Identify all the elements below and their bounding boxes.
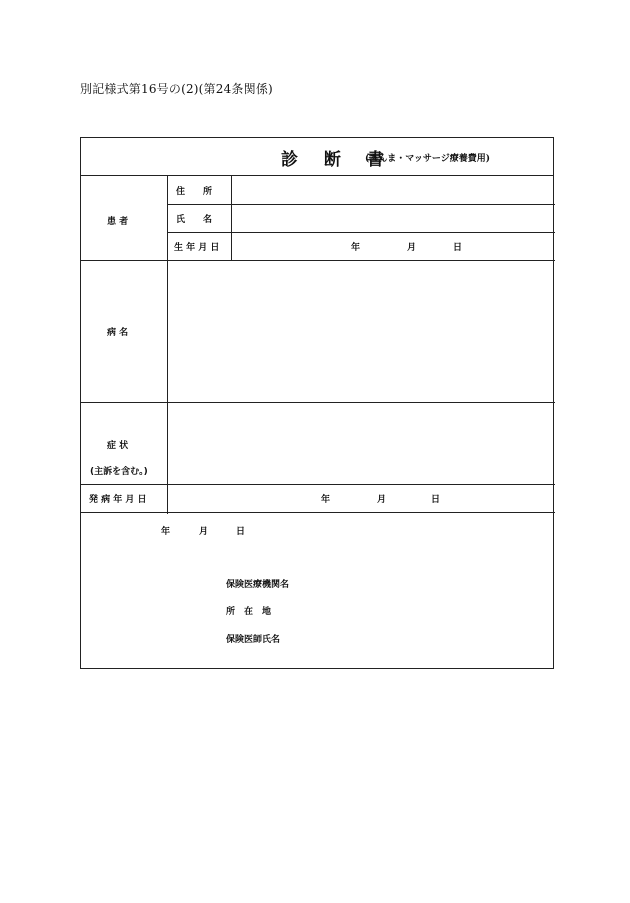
disease-name-label: 病 名 xyxy=(107,328,129,338)
patient-label: 患 者 xyxy=(107,217,129,227)
form-title-subtitle: (あんま・マッサージ療養費用) xyxy=(365,154,490,164)
symptoms-sublabel: (主訴を含む。) xyxy=(90,467,148,477)
onset-year-unit: 年 xyxy=(321,495,331,505)
disease-name-field[interactable] xyxy=(169,261,553,401)
birthdate-month-unit: 月 xyxy=(407,243,417,253)
address-label: 住 所 xyxy=(176,187,213,197)
title-row xyxy=(81,138,553,176)
symptoms-field[interactable] xyxy=(169,403,553,483)
institution-name-field[interactable] xyxy=(301,572,541,590)
medical-certificate-form xyxy=(80,137,554,669)
location-field[interactable] xyxy=(301,599,541,617)
issue-month-unit: 月 xyxy=(199,527,209,537)
institution-name-label: 保険医療機関名 xyxy=(226,580,290,590)
birthdate-field[interactable] xyxy=(233,233,553,259)
symptoms-label: 症 状 xyxy=(107,441,129,451)
doctor-name-field[interactable] xyxy=(301,627,541,645)
location-label: 所 在 地 xyxy=(226,607,272,617)
doctor-name-label: 保険医師氏名 xyxy=(226,635,281,645)
address-field[interactable] xyxy=(233,177,553,203)
form-title: 診 断 書 xyxy=(281,150,394,170)
onset-month-unit: 月 xyxy=(377,495,387,505)
name-field[interactable] xyxy=(233,205,553,231)
form-reference-note: 別記様式第16号の(2)(第24条関係) xyxy=(80,82,273,96)
onset-date-label: 発 病 年 月 日 xyxy=(89,495,147,505)
onset-day-unit: 日 xyxy=(431,495,441,505)
name-label: 氏 名 xyxy=(176,215,213,225)
issue-year-unit: 年 xyxy=(161,527,171,537)
issue-day-unit: 日 xyxy=(236,527,246,537)
birthdate-year-unit: 年 xyxy=(351,243,361,253)
birthdate-day-unit: 日 xyxy=(453,243,463,253)
birthdate-label: 生 年 月 日 xyxy=(174,243,220,253)
onset-date-field[interactable] xyxy=(169,485,553,511)
